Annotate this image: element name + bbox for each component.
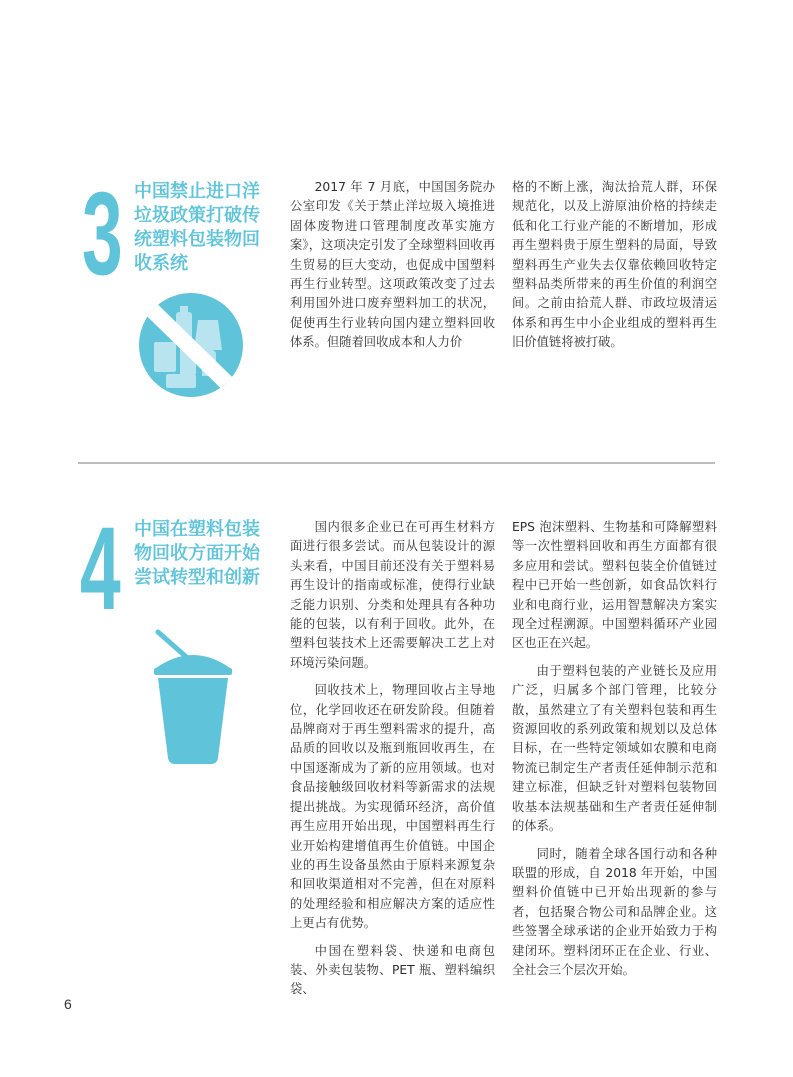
paragraph: EPS 泡沫塑料、生物基和可降解塑料等一次性塑料回收和再生方面都有很多应用和尝试。塑料包装全价值链过程中已开始一些创新，如食品饮料行业和电商行业，运用智慧解决方案实现全过程溯源。中国塑料循环产业园区也正在兴起。 xyxy=(512,520,717,651)
paragraph: 同时，随着全球各国行动和各种联盟的形成，自 2018 年开始，中国塑料价值链中已开始出现新的参与者，包括聚合物公司和品牌企业。这些签署全球承诺的企业开始致力于构建闭环。塑料闭环正在企业、行业、全社会三个层次开始。 xyxy=(512,846,717,977)
section4-column-2 xyxy=(512,518,717,988)
paragraph: 回收技术上，物理回收占主导地位，化学回收还在研发阶段。但随着品牌商对于再生塑料需求的提升，高品质的回收以及瓶到瓶回收再生，在中国逐渐成为了新的应用领域。也对食品接触级回收材料等新需求的法规提出挑战。为实现循环经济，高价值再生应用开始出现，中国塑料再生行业开始构建增值再生价值链。中国企业的再生设备虽然由于原料来源复杂和回收渠道相对不完善，但在对原料的处理经验和相应解决方案的适应性上更占有优势。 xyxy=(290,683,495,931)
section-divider xyxy=(78,462,715,464)
paragraph: 2017 年 7 月底，中国国务院办公室印发《关于禁止洋垃圾入境推进固体废物进口管理制度改革实施方案》，这项决定引发了全球塑料回收再生贸易的巨大变动，也促成中国塑料再生行业转型。这项政策改变了过去利用国外进口废弃塑料加工的状况，促使再生行业转向国内建立塑料回收体系。但随着回收成本和人力价 xyxy=(290,180,495,350)
no-plastic-icon xyxy=(136,290,246,400)
section3-column-1 xyxy=(290,178,495,361)
section-number: 3 xyxy=(82,168,123,300)
section3-column-2 xyxy=(512,178,717,361)
section4-column-1 xyxy=(290,518,495,1008)
paragraph: 由于塑料包装的产业链长及应用广泛，归属多个部门管理，比较分散，虽然建立了有关塑料包装和再生资源回收的系列政策和规划以及总体目标，在一些特定领域如农膜和电商物流已制定生产者责任延伸制示范和建立标准，但缺乏针对塑料包装物回收基本法规基础和生产者责任延伸制的体系。 xyxy=(512,663,717,834)
plastic-cup-icon xyxy=(148,628,238,768)
paragraph: 格的不断上涨，淘汰拾荒人群，环保规范化，以及上游原油价格的持续走低和化工行业产能的不断增加，形成再生塑料贵于原生塑料的局面，导致塑料再生产业失去仅靠依赖回收特定塑料品类所带来的再生价值的利润空间。之前由拾荒人群、市政垃圾清运体系和再生中小企业组成的塑料再生旧价值链将被打破。 xyxy=(512,180,717,350)
section-number: 4 xyxy=(80,503,121,635)
paragraph: 国内很多企业已在可再生材料方面进行很多尝试。而从包装设计的源头来看，中国目前还没有关于塑料易再生设计的指南或标准，使得行业缺乏能力识别、分类和处理具有各种功能的包装，以有利于回收。此外，在塑料包装技术上还需要解决工艺上对环境污染问题。 xyxy=(290,520,495,670)
section-title: 中国禁止进口洋垃圾政策打破传统塑料包装物回收系统 xyxy=(134,181,260,274)
paragraph: 中国在塑料袋、快递和电商包装、外卖包装物、PET 瓶、塑料编织袋、 xyxy=(290,943,495,997)
page-number: 6 xyxy=(64,996,72,1012)
section-title: 中国在塑料包装物回收方面开始尝试转型和创新 xyxy=(134,519,260,588)
